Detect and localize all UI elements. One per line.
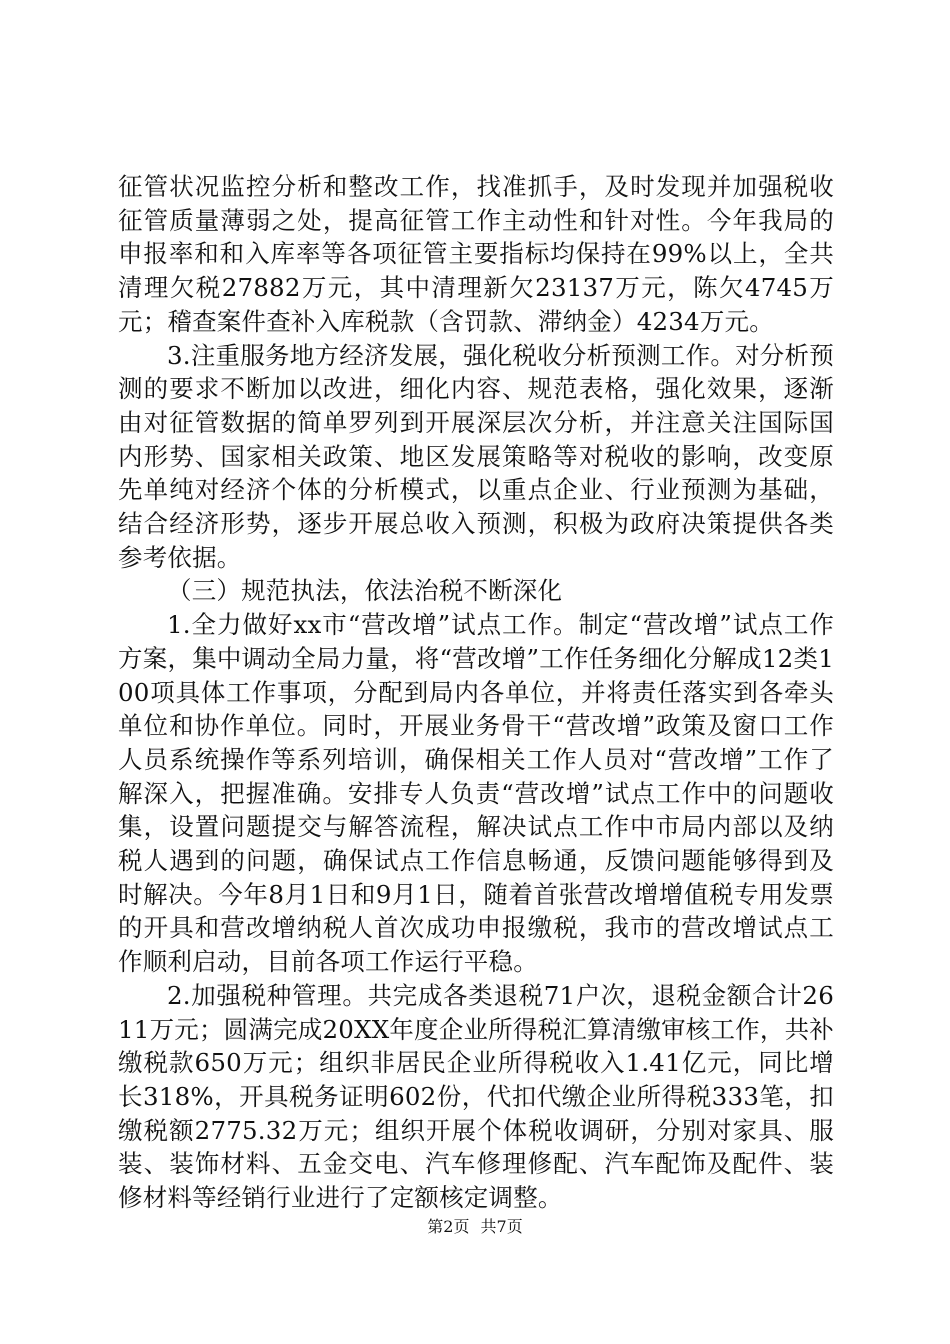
paragraph-collection-monitoring: 征管状况监控分析和整改工作，找准抓手，及时发现并加强税收征管质量薄弱之处，提高征管工作主动性和针对性。今年我局的申报率和和入库率等各项征管主要指标均保持在99%以上，全共清理欠税27882万元，其中清理新欠23137万元，陈欠4745万元；稽查案件查补入库税款（含罚款、滞纳金）4234万元。 — [118, 172, 834, 336]
section-heading-law-enforcement: （三）规范执法，依法治税不断深化 — [167, 576, 563, 606]
document-body — [118, 170, 834, 1215]
paragraph-vat-reform-pilot: 1.全力做好xx市“营改增”试点工作。制定“营改增”试点工作方案，集中调动全局力量，将“营改增”工作任务细化分解成12类100项具体工作事项，分配到局内各单位，并将责任落实到各牵头单位和协作单位。同时，开展业务骨干“营改增”政策及窗口工作人员系统操作等系列培训，确保相关工作人员对“营改增”工作了解深入，把握准确。安排专人负责“营改增”试点工作中的问题收集，设置问题提交与解答流程，解决试点工作中市局内部以及纳税人遇到的问题，确保试点工作信息畅通，反馈问题能够得到及时解决。今年8月1日和9月1日，随着首张营改增增值税专用发票的开具和营改增纳税人首次成功申报缴税，我市的营改增试点工作顺利启动，目前各项工作运行平稳。 — [118, 610, 834, 977]
paragraph-tax-analysis-forecast: 3.注重服务地方经济发展，强化税收分析预测工作。对分析预测的要求不断加以改进，细化内容、规范表格，强化效果，逐渐由对征管数据的简单罗列到开展深层次分析，并注意关注国际国内形势、国家相关政策、地区发展策略等对税收的影响，改变原先单纯对经济个体的分析模式，以重点企业、行业预测为基础，结合经济形势，逐步开展总收入预测，积极为政府决策提供各类参考依据。 — [118, 340, 834, 572]
page-footer — [0, 1217, 950, 1237]
page-number: 第2页 — [427, 1217, 470, 1236]
page-total: 共7页 — [480, 1217, 523, 1236]
paragraph-tax-type-management: 2.加强税种管理。共完成各类退税71户次，退税金额合计2611万元；圆满完成20XX年度企业所得税汇算清缴审核工作，共补缴税款650万元；组织非居民企业所得税收入1.41亿元，同比增长318%，开具税务证明602份，代扣代缴企业所得税333笔，扣缴税额2775.32万元；组织开展个体税收调研，分别对家具、服装、装饰材料、五金交电、汽车修理修配、汽车配饰及配件、装修材料等经销行业进行了定额核定调整。 — [118, 980, 834, 1213]
